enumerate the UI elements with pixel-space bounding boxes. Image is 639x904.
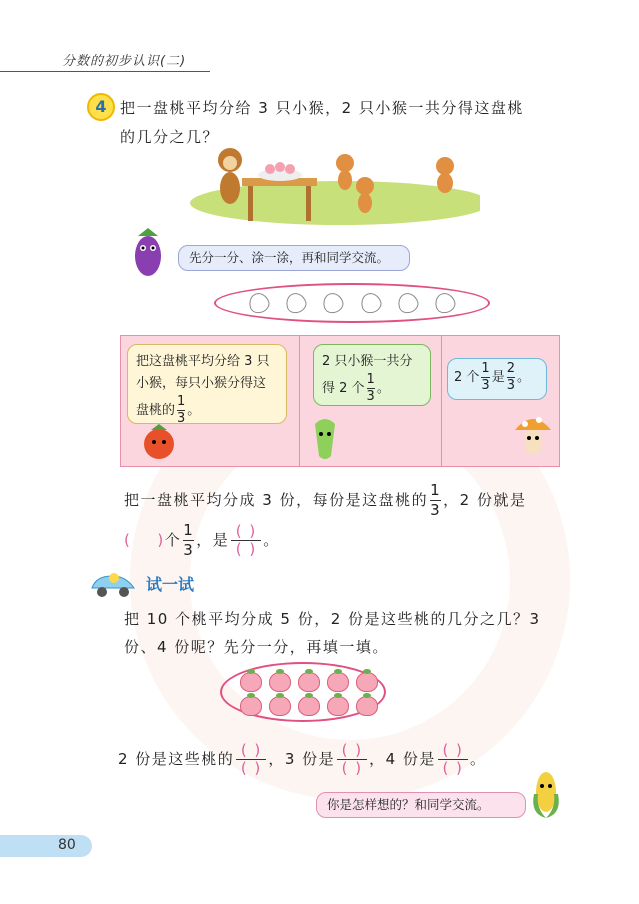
peach-outline-icon (246, 290, 272, 316)
bubble1-line1: 把这盘桃平均分给 3 只 (136, 354, 270, 369)
fill-line-part4: 。 (469, 750, 487, 768)
fill-line (118, 742, 486, 777)
bubble1-line2: 小猴，每只小猴分得这 (136, 376, 267, 391)
peach-icon (240, 696, 262, 716)
fraction-two-thirds (507, 362, 515, 393)
peach-icon (269, 696, 291, 716)
conclusion-line1-pre: 把一盘桃平均分成 3 份，每份是这盘桃的 (124, 491, 429, 509)
peach-icon (298, 696, 320, 716)
bubble2-line1: 2 只小猴一共分 (322, 354, 413, 369)
bubble1-line3-text: 盘桃的 (136, 403, 176, 418)
ten-peaches-group (220, 662, 386, 722)
answer-blank-three-parts[interactable]: ( ) ( ) (337, 742, 367, 777)
bubble3-mid: 是 (491, 370, 505, 385)
peach-outline-icon (283, 290, 309, 316)
fraction-denominator: 3 (506, 378, 515, 393)
fraction-denominator: 3 (177, 411, 186, 426)
try-text-line1: 把 10 个桃平均分成 5 份，2 份是这些桃的几分之几？3 (124, 610, 541, 628)
fraction-denominator: 3 (366, 389, 375, 404)
fill-line-part2: ，3 份是 (268, 750, 336, 768)
explanation-panel (120, 335, 560, 467)
tomato-character-icon (139, 420, 179, 462)
answer-blank-two-parts[interactable]: ( ) ( ) (236, 742, 266, 777)
fraction-one-third (430, 482, 441, 519)
fraction-numerator: 1 (481, 361, 490, 376)
fill-line-part1: 2 份是这些桃的 (118, 750, 235, 768)
fraction-numerator: 1 (183, 521, 195, 539)
pepper-character-icon (307, 412, 343, 462)
car-icon (88, 570, 138, 598)
bubble-two-monkeys (313, 344, 431, 406)
fill-line-part3: ，4 份是 (369, 750, 436, 768)
page-number-tab (0, 835, 92, 857)
fraction-numerator: 1 (177, 394, 186, 409)
try-it-label: 试一试 (146, 575, 195, 594)
bubble2-line2 (322, 373, 422, 404)
peach-outline-icon (320, 290, 346, 316)
peach-icon (356, 696, 378, 716)
bubble3-pre: 2 个 (454, 370, 480, 385)
bubble2-line2-text: 得 2 个 (322, 381, 365, 396)
problem-number-badge: 4 (87, 93, 115, 121)
bubble1-period: 。 (187, 403, 201, 418)
fraction-denominator: 3 (183, 541, 195, 559)
fraction-denominator: 3 (430, 501, 442, 519)
peach-outline-icon (395, 290, 421, 316)
peaches-outline-group (214, 283, 490, 323)
conclusion-line2-ge-text: 个 (164, 531, 182, 549)
panel-divider (299, 336, 300, 466)
hint-bubble-divide: 先分一分、涂一涂，再和同学交流。 (178, 245, 410, 271)
fraction-numerator: 1 (430, 481, 442, 499)
peach-icon (327, 696, 349, 716)
fraction-one-third (183, 522, 194, 559)
fraction-numerator: 2 (506, 361, 515, 376)
fraction-one-third (481, 362, 489, 393)
peach-icon (269, 672, 291, 692)
conclusion-line2-shi: ，是 (196, 531, 230, 549)
answer-paren-close: ) (157, 531, 165, 549)
bubble3-period: 。 (516, 370, 530, 385)
answer-blank-fraction[interactable]: ( ) ( ) (231, 523, 261, 558)
monkeys-illustration (180, 148, 480, 228)
fraction-numerator: 1 (366, 372, 375, 387)
peach-outline-icon (432, 290, 458, 316)
conclusion-line2 (124, 522, 280, 559)
bubble-each-monkey (127, 344, 287, 424)
peach-icon (356, 672, 378, 692)
peach-icon (240, 672, 262, 692)
chapter-header: 分数的初步认识(二) (62, 54, 187, 69)
problem-text-line1: 把一盘桃平均分给 3 只小猴，2 只小猴一共分得这盘桃 (120, 99, 524, 117)
fraction-denominator: 3 (481, 378, 490, 393)
bubble-two-thirds (447, 358, 547, 400)
peach-icon (298, 672, 320, 692)
mushroom-character-icon (511, 408, 555, 464)
fraction-one-third (367, 373, 375, 404)
answer-blank-four-parts[interactable]: ( ) ( ) (438, 742, 468, 777)
problem-text-line2: 的几分之几？ (120, 128, 220, 146)
conclusion-line1-post: ，2 份就是 (443, 491, 527, 509)
corn-character-icon (528, 764, 564, 820)
eggplant-character-icon (130, 224, 166, 280)
panel-divider (441, 336, 442, 466)
peach-outline-icon (358, 290, 384, 316)
answer-paren-open: ( (124, 531, 132, 549)
try-text-line2: 份、4 份呢？先分一分，再填一填。 (124, 638, 389, 656)
conclusion-line2-end: 。 (263, 531, 280, 549)
hint-bubble-discuss: 你是怎样想的？和同学交流。 (316, 792, 526, 818)
header-rule (0, 71, 210, 72)
peach-icon (327, 672, 349, 692)
page-number: 80 (58, 837, 76, 853)
bubble2-period: 。 (376, 381, 390, 396)
conclusion-line1 (124, 482, 526, 519)
